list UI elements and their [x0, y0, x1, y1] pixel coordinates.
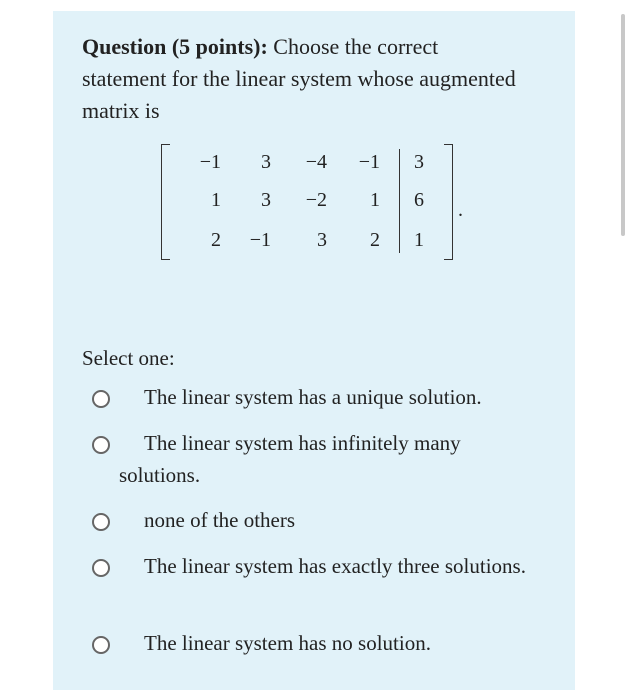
matrix-cell: 1: [414, 229, 424, 251]
matrix-cell: 1: [211, 189, 221, 211]
augmented-matrix: [161, 144, 461, 260]
question-label: Question (5 points):: [82, 34, 268, 59]
matrix-cell: 3: [261, 151, 271, 173]
matrix-cell: 1: [370, 189, 380, 211]
matrix-cell: 3: [414, 151, 424, 173]
matrix-left-bracket: [161, 144, 170, 260]
matrix-cell: −2: [305, 189, 327, 211]
matrix-cell: −1: [199, 151, 221, 173]
radio-button[interactable]: [92, 513, 110, 531]
option-label[interactable]: The linear system has infinitely many solutions.: [119, 431, 461, 487]
matrix-cell: 6: [414, 189, 424, 211]
matrix-cell: −4: [305, 151, 327, 173]
select-one-label: Select one:: [82, 346, 175, 370]
option-label[interactable]: The linear system has exactly three solutions.: [144, 554, 526, 578]
radio-button[interactable]: [92, 559, 110, 577]
matrix-cell: 3: [261, 189, 271, 211]
radio-button[interactable]: [92, 636, 110, 654]
option-label[interactable]: The linear system has no solution.: [144, 631, 431, 655]
radio-button[interactable]: [92, 390, 110, 408]
matrix-period: .: [458, 199, 463, 221]
scrollbar[interactable]: [621, 14, 625, 236]
matrix-cell: −1: [249, 229, 271, 251]
matrix-cell: −1: [358, 151, 380, 173]
question-text: [82, 31, 522, 127]
option-infinitely-many[interactable]: [92, 427, 542, 491]
matrix-right-bracket: [444, 144, 453, 260]
matrix-cell: 3: [317, 229, 327, 251]
radio-button[interactable]: [92, 436, 110, 454]
option-no-solution[interactable]: [92, 627, 542, 659]
option-exactly-three[interactable]: [92, 550, 542, 582]
matrix-cell: 2: [211, 229, 221, 251]
option-label[interactable]: none of the others: [144, 508, 296, 532]
option-unique-solution[interactable]: [92, 381, 542, 413]
question-panel: [53, 11, 575, 690]
option-label[interactable]: The linear system has a unique solution.: [144, 385, 482, 409]
question-body: Choose the correct statement for the linear system whose augmented matrix is: [82, 34, 516, 123]
option-none-of-the-others[interactable]: [92, 504, 542, 536]
matrix-cell: 2: [370, 229, 380, 251]
